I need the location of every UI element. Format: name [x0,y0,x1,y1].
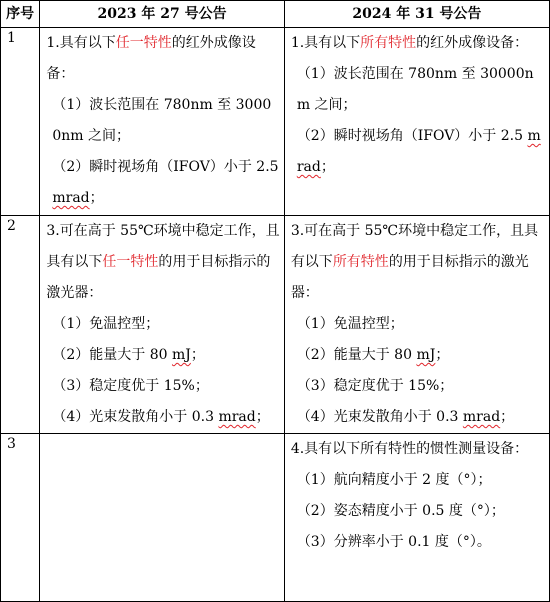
unit-text: mJ [171,347,191,363]
sub-item: （1）免温控型； [296,316,404,332]
row-number: 1 [1,28,40,216]
table-row [1,434,550,602]
highlight-text: 所有特性 [332,254,389,270]
item-heading [46,28,279,90]
highlight-text: 任一特性 [115,35,172,51]
cell-2023-item [40,28,284,216]
sub-item: （3）稳定度优于 15%； [296,378,454,394]
item-heading [291,216,545,309]
item-heading [46,216,279,309]
sub-item: （1）航向精度小于 2 度（°）； [296,472,492,488]
row-number: 3 [1,434,40,602]
highlight-text: 任一特性 [102,254,159,270]
header-2023-notice: 2023 年 27 号公告 [40,1,284,28]
sub-item: （1）波长范围在 780nm 至 30000nm 之间； [296,66,534,113]
row-number: 2 [1,216,40,434]
cell-2024-item [284,434,549,602]
table-row [1,216,550,434]
unit-text: mJ [416,347,436,363]
cell-2023-item [40,216,284,434]
sub-item: （1）波长范围在 780nm 至 30000nm 之间； [52,97,272,144]
item-heading [291,28,545,59]
heading-text: 的红外成像设备： [46,35,256,82]
header-no: 序号 [1,1,40,28]
unit-text: mrad [296,128,541,175]
sub-item: （4）光束发散角小于 0.3 mrad； [52,409,270,425]
cell-2023-item-empty [40,434,284,602]
sub-item: （2）能量大于 80 mJ； [52,347,205,363]
sub-item: （2）能量大于 80 mJ； [296,347,450,363]
cell-2024-item [284,28,549,216]
heading-text: 的用于目标指示的激光器： [290,254,529,301]
heading-text: 的红外成像设备： [416,35,529,51]
cell-2024-item [284,216,549,434]
sub-item: （1）免温控型； [52,316,160,332]
sub-item: （3）分辨率小于 0.1 度（°）。 [296,534,491,550]
item-heading: 4.具有以下所有特性的惯性测量设备： [290,441,529,457]
unit-text: mrad [218,409,256,425]
sub-item: （2）瞬时视场角（IFOV）小于 2.5 mrad； [296,128,541,175]
table-header-row [1,1,550,28]
heading-text: 1.具有以下 [290,35,361,51]
header-2024-notice: 2024 年 31 号公告 [284,1,549,28]
heading-text: 3.可在高于 55℃环境中稳定工作，且具有以下 [46,223,280,270]
unit-text: mrad [462,409,501,425]
unit-text: mrad [52,190,90,206]
heading-text: 的用于目标指示的激光器： [46,254,271,301]
sub-item: （2）姿态精度小于 0.5 度（°）； [296,503,505,519]
sub-item: （2）瞬时视场角（IFOV）小于 2.5 mrad； [52,159,279,206]
table-row [1,28,550,216]
sub-item: （4）光束发散角小于 0.3 mrad； [296,409,515,425]
heading-text: 1.具有以下 [46,35,116,51]
sub-item: （3）稳定度优于 15%； [52,378,209,394]
highlight-text: 所有特性 [360,35,417,51]
heading-text: 3.可在高于 55℃环境中稳定工作，且具有以下 [290,223,539,270]
